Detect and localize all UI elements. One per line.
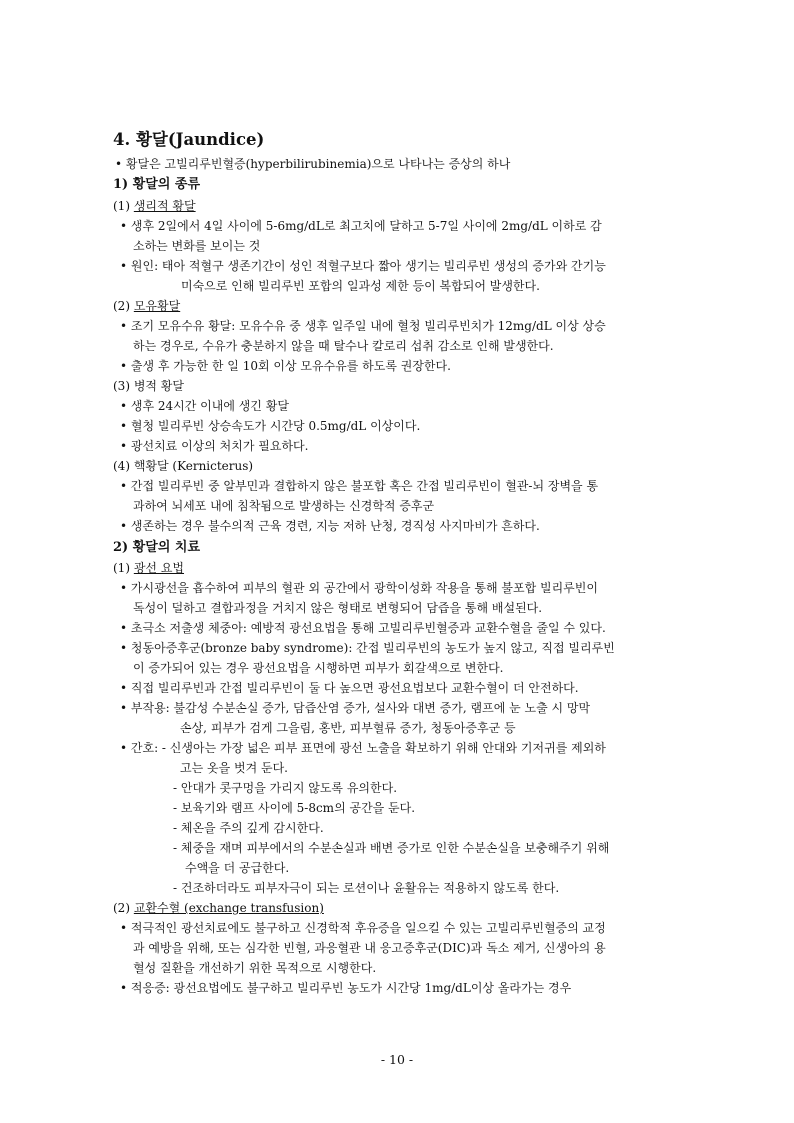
bullet: • 적극적인 광선치료에도 불구하고 신경학적 후유증을 일으킬 수 있는 고빌리루빈혈증의 교정 (120, 921, 606, 935)
dash-item: - 체중을 재며 피부에서의 수분손실과 배변 증가로 인한 수분손실을 보충해주기 위해 (173, 841, 610, 855)
heading-jaundice-types: 1) 황달의 종류 (113, 177, 201, 192)
bullet: • 생존하는 경우 불수의적 근육 경련, 지능 저하 난청, 경직성 사지마비가 흔하다. (120, 519, 540, 533)
page-number: - 10 - (380, 1052, 414, 1067)
subheading-exchange-transfusion: (2) 교환수혈 (exchange transfusion) (113, 901, 324, 915)
bullet: • 원인: 태아 적혈구 생존기간이 성인 적혈구보다 짧아 생기는 빌리루빈 생성의 증가와 간기능 (120, 259, 606, 273)
dash-item: - 보육기와 램프 사이에 5-8cm의 공간을 둔다. (173, 801, 416, 815)
bullet-continuation: 소하는 변화를 보이는 것 (133, 239, 261, 253)
bullet: • 직접 빌리루빈과 간접 빌리루빈이 둘 다 높으면 광선요법보다 교환수혈이 더 안전하다. (120, 681, 579, 695)
bullet: • 조기 모유수유 황달: 모유수유 중 생후 일주일 내에 혈청 빌리루빈치가 12mg/dL 이상 상승 (120, 319, 606, 333)
bullet: • 초극소 저출생 체중아: 예방적 광선요법을 통해 고빌리루빈혈증과 교환수혈을 줄일 수 있다. (120, 621, 606, 635)
bullet-continuation: 고는 옷을 벗겨 둔다. (180, 761, 288, 775)
heading-jaundice-treatment: 2) 황달의 치료 (113, 540, 201, 555)
bullet: • 출생 후 가능한 한 일 10회 이상 모유수유를 하도록 권장한다. (120, 359, 451, 373)
subheading-kernicterus: (4) 핵황달 (Kernicterus) (113, 459, 254, 473)
bullet: • 청동아증후군(bronze baby syndrome): 간접 빌리루빈의 농도가 높지 않고, 직접 빌리루빈 (120, 641, 615, 655)
bullet: • 가시광선을 흡수하여 피부의 혈관 외 공간에서 광학이성화 작용을 통해 불포합 빌리루빈이 (120, 581, 598, 595)
subheading-breastmilk: (2) 모유황달 (113, 299, 181, 313)
dash-item-continuation: 수액을 더 공급한다. (185, 861, 290, 875)
subheading-physiologic: (1) 생리적 황달 (113, 199, 196, 213)
bullet-continuation: 미숙으로 인해 빌리루빈 포합의 일과성 제한 등이 복합되어 발생한다. (181, 279, 540, 293)
bullet: • 생후 24시간 이내에 생긴 황달 (120, 399, 289, 413)
section-title: 4. 황달(Jaundice) (113, 130, 265, 149)
bullet-continuation: 과 예방을 위해, 또는 심각한 빈혈, 과응혈관 내 응고증후군(DIC)과 독소 제거, 신생아의 용 (133, 941, 606, 955)
bullet: • 혈청 빌리루빈 상승속도가 시간당 0.5mg/dL 이상이다. (120, 419, 421, 433)
bullet-continuation: 혈성 질환을 개선하기 위한 목적으로 시행한다. (133, 961, 377, 975)
bullet-continuation: 이 증가되어 있는 경우 광선요법을 시행하면 피부가 회갈색으로 변한다. (133, 661, 504, 675)
bullet: • 간접 빌리루빈 중 알부민과 결합하지 않은 불포합 혹은 간접 빌리루빈이 혈관-뇌 장벽을 통 (120, 479, 599, 493)
dash-item: - 건조하더라도 피부자극이 되는 로션이나 윤활유는 적용하지 않도록 한다. (173, 881, 560, 895)
bullet: • 적응증: 광선요법에도 불구하고 빌리루빈 농도가 시간당 1mg/dL이상 올라가는 경우 (120, 981, 572, 995)
dash-item: - 안대가 콧구멍을 가리지 않도록 유의한다. (173, 781, 398, 795)
bullet: • 생후 2일에서 4일 사이에 5-6mg/dL로 최고치에 달하고 5-7일 사이에 2mg/dL 이하로 감 (120, 219, 602, 233)
subheading-phototherapy: (1) 광선 요법 (113, 561, 185, 575)
bullet-continuation: 과하여 뇌세포 내에 침착됨으로 발생하는 신경학적 증후군 (133, 499, 435, 513)
bullet-continuation: 독성이 덜하고 결합과정을 거치지 않은 형태로 변형되어 담즙을 통해 배설된다. (133, 601, 543, 615)
bullet-continuation: 손상, 피부가 검게 그을림, 홍반, 피부혈류 증가, 청동아증후군 등 (180, 721, 516, 735)
bullet: • 부작용: 불감성 수분손실 증가, 담즙산염 증가, 설사와 대변 증가, 램프에 눈 노출 시 망막 (120, 701, 591, 715)
bullet: • 광선치료 이상의 처치가 필요하다. (120, 439, 309, 453)
bullet-continuation: 하는 경우로, 수유가 충분하지 않을 때 탈수나 칼로리 섭취 감소로 인해 발생한다. (133, 339, 554, 353)
dash-item: - 체온을 주의 깊게 감시한다. (173, 821, 324, 835)
subheading-pathologic: (3) 병적 황달 (113, 379, 184, 393)
bullet: • 간호: - 신생아는 가장 넓은 피부 표면에 광선 노출을 확보하기 위해 안대와 기저귀를 제외하 (120, 741, 606, 755)
intro-bullet: • 황달은 고빌리루빈혈증(hyperbilirubinemia)으로 나타나는 증상의 하나 (115, 157, 511, 171)
